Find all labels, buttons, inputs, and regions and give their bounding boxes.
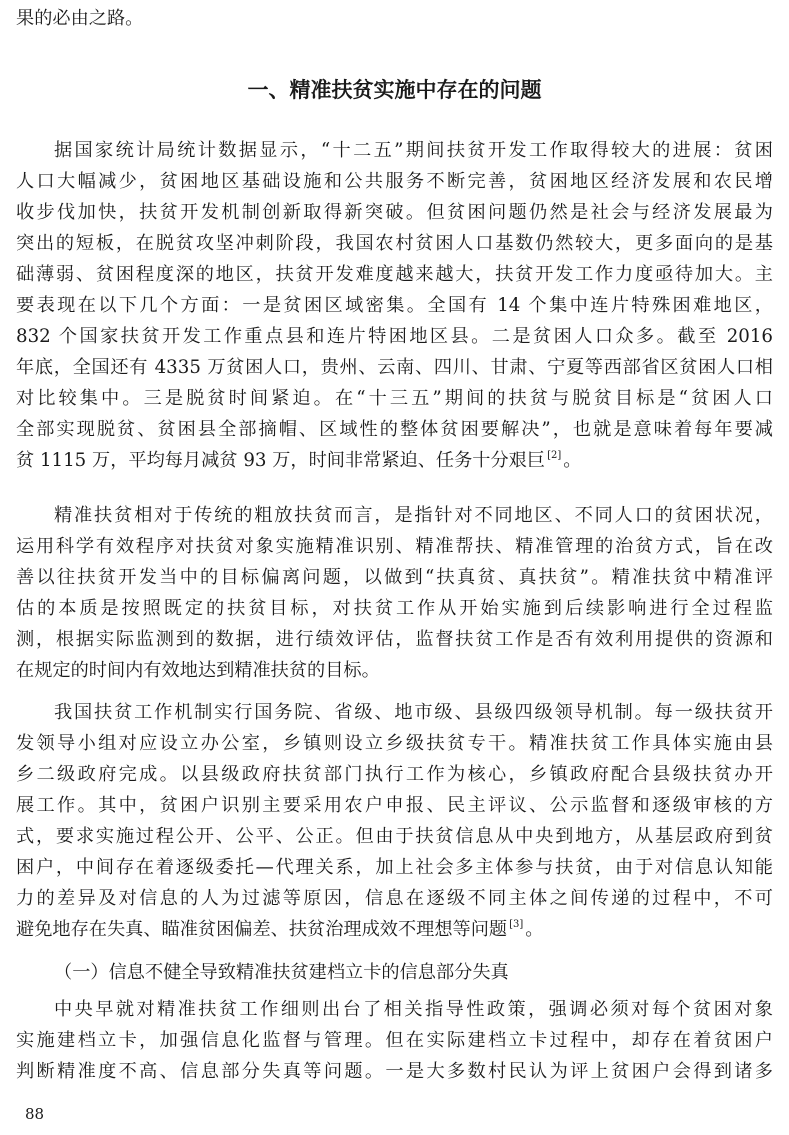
paragraph-last-line: [16, 446, 773, 476]
paragraph-line: 式，要求实施过程公开、公平、公正。但由于扶贫信息从中央到地方，从基层政府到贫: [16, 826, 773, 847]
paragraph-line: 乡二级政府完成。以县级政府扶贫部门执行工作为核心，乡镇政府配合县级扶贫办开: [16, 764, 773, 785]
document-page: [16, 0, 773, 1135]
paragraph-line: 对比较集中。三是脱贫时间紧迫。在“十三五”期间的扶贫与脱贫目标是“贫困人口: [16, 388, 773, 409]
paragraph-last-line: 在规定的时间内有效地达到精准扶贫的目标。: [16, 660, 380, 681]
sentence-end: 。: [525, 919, 544, 940]
sentence-end: 。: [563, 450, 582, 471]
paragraph-line: 要表现在以下几个方面：一是贫困区域密集。全国有 14 个集中连片特殊困难地区，: [16, 295, 773, 316]
paragraph-line-text: 贫 1115 万，平均每月减贫 93 万，时间非常紧迫、任务十分艰巨: [16, 450, 546, 471]
paragraph-line-text: 避免地存在失真、瞄准贫困偏差、扶贫治理成效不理想等问题: [16, 919, 508, 940]
paragraph-line: 实施建档立卡，加强信息化监督与管理。但在实际建档立卡过程中，却存在着贫困户: [16, 1030, 773, 1051]
paragraph-line: 运用科学有效程序对扶贫对象实施精准识别、精准帮扶、精准管理的治贫方式，旨在改: [16, 536, 773, 557]
footnote-reference: [3]: [509, 919, 524, 930]
paragraph-line: 收步伐加快，扶贫开发机制创新取得新突破。但贫困问题仍然是社会与经济发展最为: [16, 202, 773, 223]
paragraph-line: 年底，全国还有 4335 万贫困人口，贵州、云南、四川、甘肃、宁夏等西部省区贫困人口相: [16, 357, 773, 378]
subsection-heading: （一）信息不健全导致精准扶贫建档立卡的信息部分失真: [54, 962, 509, 983]
paragraph-line: 人口大幅减少，贫困地区基础设施和公共服务不断完善，贫困地区经济发展和农民增: [16, 171, 773, 192]
section-title: 一、精准扶贫实施中存在的问题: [247, 78, 542, 102]
paragraph-line: 础薄弱、贫困程度深的地区，扶贫开发难度越来越大，扶贫开发工作力度亟待加大。主: [16, 264, 773, 285]
paragraph-last-line: [16, 915, 773, 945]
paragraph-line: 判断精准度不高、信息部分失真等问题。一是大多数村民认为评上贫困户会得到诸多: [16, 1061, 773, 1082]
page-number: 88: [25, 1105, 45, 1123]
paragraph-line: 据国家统计局统计数据显示，“十二五”期间扶贫开发工作取得较大的进展：贫困: [54, 140, 773, 161]
paragraph-line: 困户，中间存在着逐级委托—代理关系，加上社会多主体参与扶贫，由于对信息认知能: [16, 857, 773, 878]
paragraph-line: 全部实现脱贫、贫困县全部摘帽、区域性的整体贫困要解决”，也就是意味着每年要减: [16, 419, 773, 440]
paragraph-line: 突出的短板，在脱贫攻坚冲刺阶段，我国农村贫困人口基数仍然较大，更多面向的是基: [16, 233, 773, 254]
paragraph-line: 832 个国家扶贫开发工作重点县和连片特困地区县。二是贫困人口众多。截至 2016: [16, 326, 773, 347]
footnote-reference: [2]: [547, 450, 562, 461]
top-fragment: 果的必由之路。: [16, 8, 144, 29]
paragraph-line: 测，根据实际监测到的数据，进行绩效评估，监督扶贫工作是否有效利用提供的资源和: [16, 629, 773, 650]
paragraph-line: 发领导小组对应设立办公室，乡镇则设立乡级扶贫专干。精准扶贫工作具体实施由县: [16, 733, 773, 754]
paragraph-line: 精准扶贫相对于传统的粗放扶贫而言，是指针对不同地区、不同人口的贫困状况，: [54, 505, 773, 526]
paragraph-line: 中央早就对精准扶贫工作细则出台了相关指导性政策，强调必须对每个贫困对象: [54, 999, 773, 1020]
paragraph-line: 力的差异及对信息的人为过滤等原因，信息在逐级不同主体之间传递的过程中，不可: [16, 888, 773, 909]
paragraph-line: 善以往扶贫开发当中的目标偏离问题，以做到“扶真贫、真扶贫”。精准扶贫中精准评: [16, 567, 773, 588]
paragraph-line: 估的本质是按照既定的扶贫目标，对扶贫工作从开始实施到后续影响进行全过程监: [16, 598, 773, 619]
paragraph-line: 我国扶贫工作机制实行国务院、省级、地市级、县级四级领导机制。每一级扶贫开: [54, 702, 773, 723]
paragraph-line: 展工作。其中，贫困户识别主要采用农户申报、民主评议、公示监督和逐级审核的方: [16, 795, 773, 816]
